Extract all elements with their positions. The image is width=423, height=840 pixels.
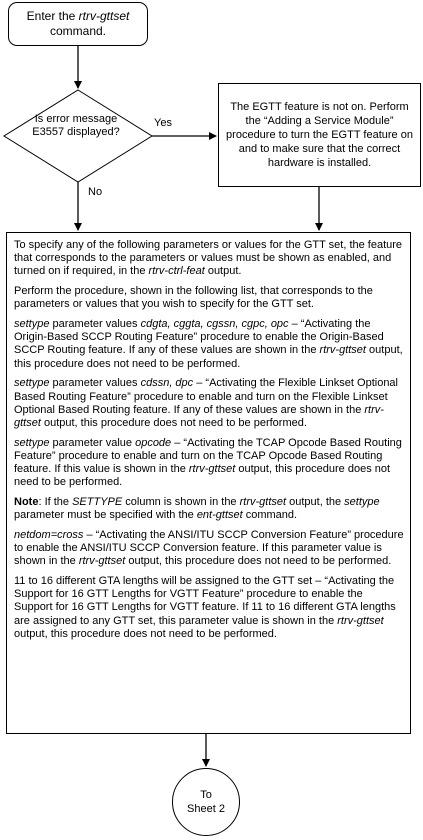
start-command: rtrv-gttset	[78, 9, 130, 23]
connector-line-1: To	[200, 789, 212, 801]
egtt-box-text: The EGTT feature is not on. Perform the “Adding a Service Module” procedure to turn the EGTT feature on and to make sure that the correct hardware is installed.	[226, 101, 413, 169]
ansi-itu-conversion-item: netdom=cross – “Activating the ANSI/ITU SCCP Conversion Feature” procedure to enable the ANSI/ITU SCCP Conversion feature. If this parameter value is shown in the rtrv-gttset output, this procedure does not need to be performed.	[14, 528, 404, 568]
egtt-not-on-box	[218, 83, 421, 187]
feature-requirements-box	[6, 232, 411, 734]
settype-note: Note: If the SETTYPE column is shown in the rtrv-gttset output, the settype parameter must be specified with the ent-gttset command.	[14, 495, 380, 522]
start-line-2: command.	[49, 24, 107, 38]
no-label: No	[88, 186, 103, 198]
requirements-instruction: Perform the procedure, shown in the following list, that corresponds to the parameters or values that you wish to specify for the GTT set.	[14, 285, 373, 311]
sheet-connector	[172, 768, 240, 836]
yes-label: Yes	[154, 117, 172, 129]
gtt-lengths-item: 11 to 16 different GTA lengths will be assigned to the GTT set – “Activating the Support for 16 GTT Lengths for VGTT Feature” procedure to enable the Support for 16 GTT Lengths for VGTT feature. If 11 to 16 different GTA lengths are assigned to any GTT set, this parameter value is shown in the rtrv-gttset output, this procedure does not need to be performed.	[14, 574, 396, 640]
requirements-intro: To specify any of the following parameters or values for the GTT set, the feature that corresponds to the parameters or values must be shown as enabled, and turned on if required, in the rtrv-ctrl-feat output.	[14, 239, 403, 278]
start-line-1: Enter the rtrv-gttset	[26, 9, 130, 23]
connector-line-2: Sheet 2	[187, 803, 225, 815]
start-step-box	[8, 2, 148, 46]
decision-label: Is error message E3557 displayed?	[32, 113, 120, 138]
tcap-opcode-item: settype parameter value opcode – “Activating the TCAP Opcode Based Routing Feature” procedure to enable and turn on the TCAP Opcode Based Routing feature. If this value is shown in the rtrv-gttset output, this procedure does not need to be performed.	[14, 436, 402, 489]
flexible-linkset-item: settype parameter values cdssn, dpc – “Activating the Flexible Linkset Optional Based Routing Feature” procedure to enable and turn on the Flexible Linkset Optional Based Routing feature. If any of these values are shown in the rtrv-gttset output, this procedure does not need to be performed.	[14, 377, 398, 429]
origin-based-sccp-item: settype parameter values cdgta, cggta, cgssn, cgpc, opc – “Activating the Origin-Based SCCP Routing Feature” procedure to enable the Origin-Based SCCP Routing feature. If any of these values are shown in the rtrv-gttset output, this procedure does not need to be performed.	[14, 318, 403, 370]
